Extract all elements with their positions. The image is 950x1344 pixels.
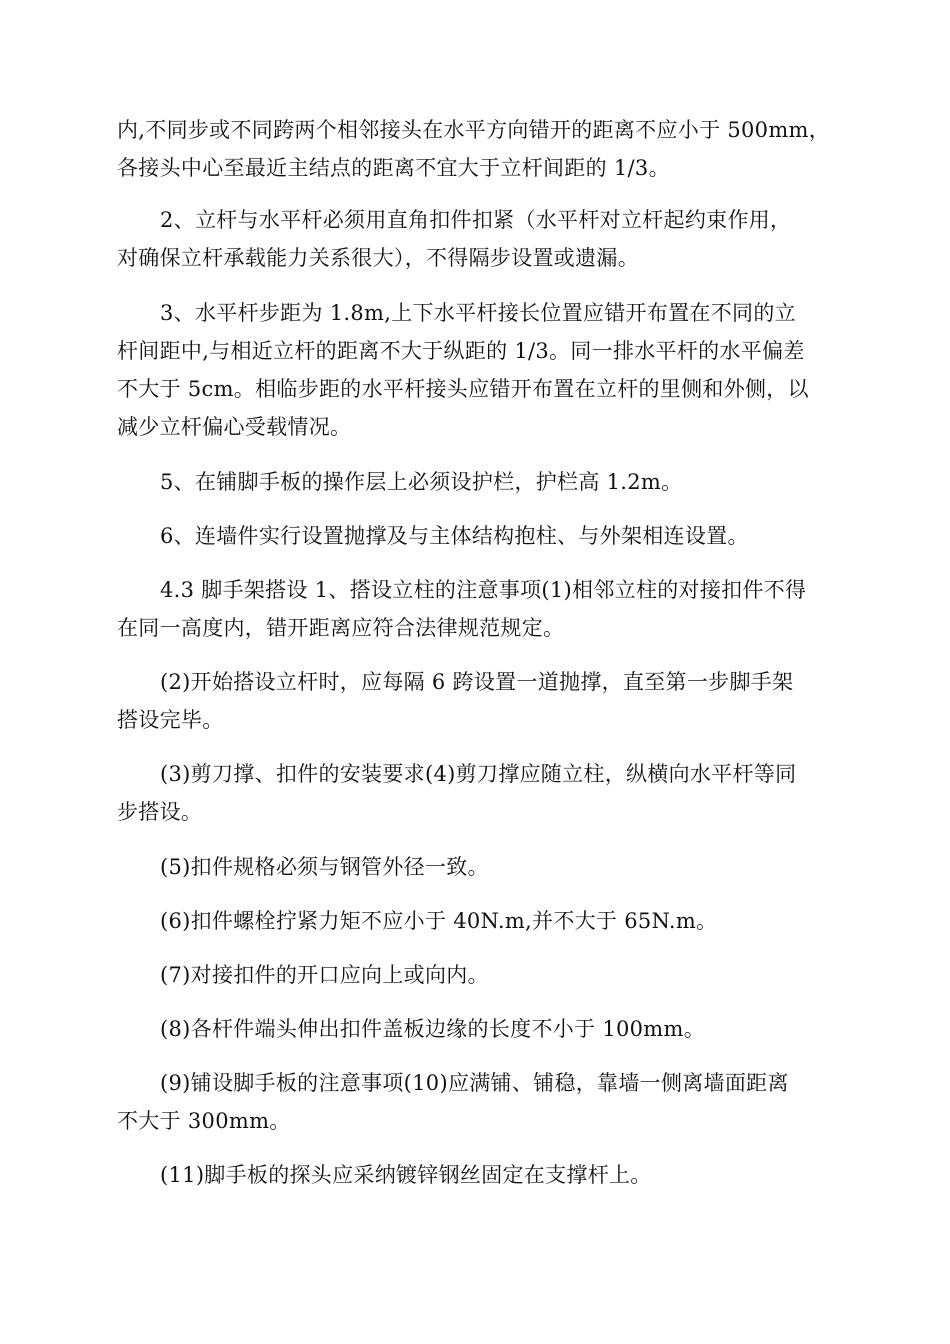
item-2-line: (2)开始搭设立杆时，应每隔 6 跨设置一道抛撑，直至第一步脚手架	[160, 670, 794, 694]
item-2-line: 搭设完毕。	[117, 708, 224, 732]
item-5-line: (5)扣件规格必须与钢管外径一致。	[160, 855, 489, 879]
section-4-3-line: 在同一高度内，错开距离应符合法律规范规定。	[117, 616, 565, 640]
paragraph-5-line: 5、在铺脚手板的操作层上必须设护栏，护栏高 1.2m。	[160, 470, 683, 494]
paragraph-3-line: 减少立杆偏心受载情况。	[117, 415, 352, 439]
paragraph-6-line: 6、连墙件实行设置抛撑及与主体结构抱柱、与外架相连设置。	[160, 524, 749, 548]
paragraph-2-line: 2、立杆与水平杆必须用直角扣件扣紧（水平杆对立杆起约束作用，	[160, 208, 792, 232]
item-7-line: (7)对接扣件的开口应向上或向内。	[160, 963, 489, 987]
paragraph-3-line: 杆间距中,与相近立杆的距离不大于纵距的 1/3。同一排水平杆的水平偏差	[117, 339, 805, 363]
paragraph-3-line: 不大于 5cm。相临步距的水平杆接头应错开布置在立杆的里侧和外侧，以	[117, 377, 809, 401]
paragraph-2-line: 对确保立杆承载能力关系很大），不得隔步设置或遗漏。	[117, 246, 639, 270]
item-3-line: (3)剪刀撑、扣件的安装要求(4)剪刀撑应随立柱，纵横向水平杆等同	[160, 762, 797, 786]
item-9-line: 不大于 300mm。	[117, 1109, 291, 1133]
paragraph-continuation-line: 各接头中心至最近主结点的距离不宜大于立杆间距的 1/3。	[117, 156, 670, 180]
item-11-line: (11)脚手板的探头应采纳镀锌钢丝固定在支撑杆上。	[160, 1163, 652, 1187]
paragraph-3-line: 3、水平杆步距为 1.8m,上下水平杆接长位置应错开布置在不同的立	[160, 301, 796, 325]
item-6-line: (6)扣件螺栓拧紧力矩不应小于 40N.m,并不大于 65N.m。	[160, 909, 718, 933]
item-3-line: 步搭设。	[117, 800, 203, 824]
section-4-3-line: 4.3 脚手架搭设 1、搭设立柱的注意事项(1)相邻立柱的对接扣件不得	[160, 578, 807, 602]
item-9-line: (9)铺设脚手板的注意事项(10)应满铺、铺稳，靠墙一侧离墙面距离	[160, 1071, 789, 1095]
paragraph-continuation-line: 内,不同步或不同跨两个相邻接头在水平方向错开的距离不应小于 500mm，	[117, 118, 831, 142]
item-8-line: (8)各杆件端头伸出扣件盖板边缘的长度不小于 100mm。	[160, 1017, 706, 1041]
